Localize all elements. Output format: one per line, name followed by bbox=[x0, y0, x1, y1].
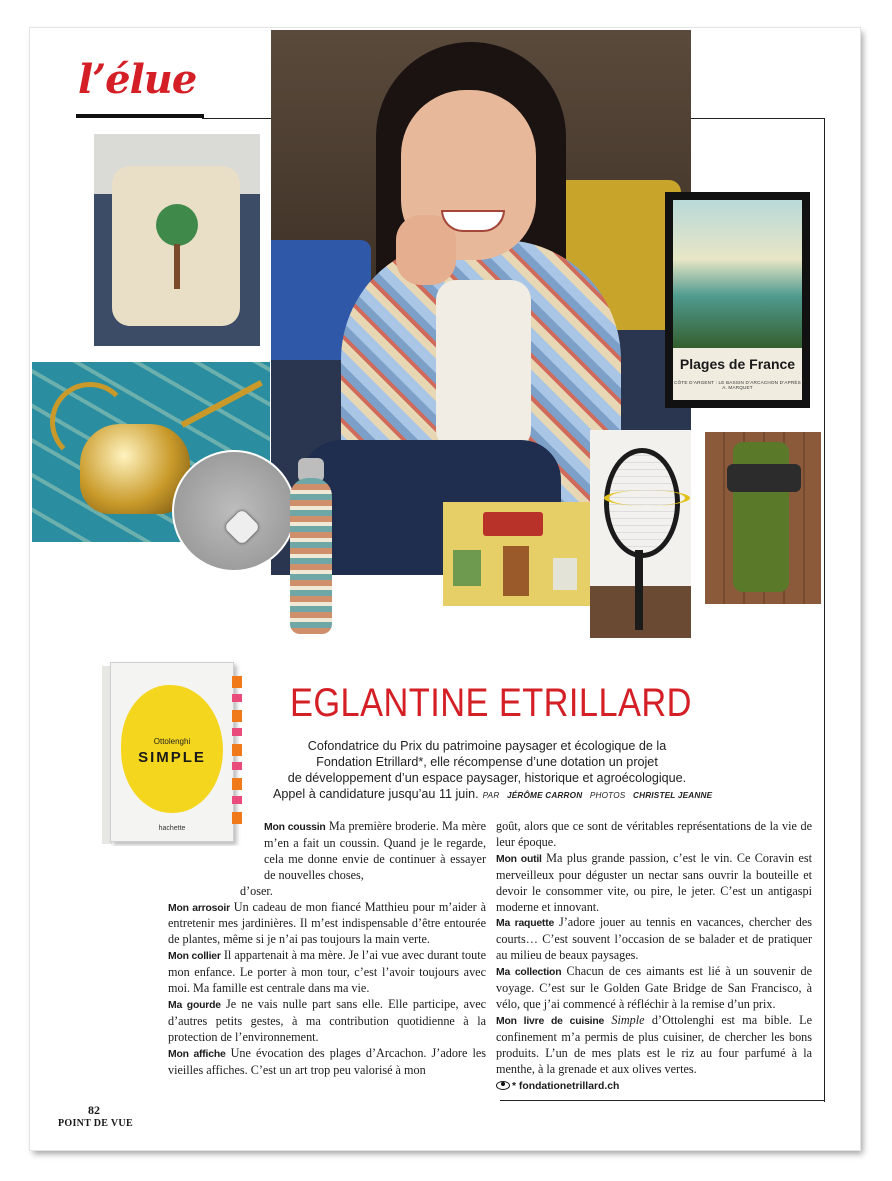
item-lead: Ma gourde bbox=[168, 999, 221, 1011]
item-paragraph bbox=[168, 1046, 486, 1079]
poster-photo bbox=[665, 192, 810, 408]
item-lead: Ma collection bbox=[496, 967, 562, 979]
intro-line: de développement d’un espace paysager, historique et agroécologique. bbox=[287, 771, 687, 785]
item-text: Une évocation des plages d’Arcachon. J’adore les vieilles affiches. C’est un art trop peu valorisé à mon bbox=[168, 1045, 486, 1077]
item-lead: Mon outil bbox=[496, 853, 542, 865]
item-lead: Mon affiche bbox=[168, 1048, 226, 1060]
frame-rule-bottom bbox=[500, 1100, 824, 1101]
cookbook-photo bbox=[100, 656, 250, 846]
section-tag-underline bbox=[76, 114, 204, 118]
intro-line: Fondation Etrillard*, elle récompense d’une dotation un projet bbox=[316, 755, 658, 769]
item-lead: Ma raquette bbox=[496, 918, 555, 930]
item-paragraph bbox=[496, 851, 812, 916]
item-text: Je ne vais nulle part sans elle. Elle participe, avec d’autres petits gestes, à ma contribution quotidienne à la protection de l’environnement. bbox=[168, 996, 487, 1044]
tennis-racket-photo bbox=[590, 430, 691, 638]
coravin-photo bbox=[705, 432, 821, 604]
item-text: J’adore jouer au tennis en vacances, chercher des courts… C’est souvent l’occasion de se balader et de pratiquer au milieu de beaux paysages. bbox=[496, 915, 812, 963]
item-paragraph bbox=[168, 900, 486, 949]
water-bottle-photo bbox=[288, 458, 334, 636]
item-lead: Mon collier bbox=[168, 951, 221, 963]
poster-subtitle: CÔTE D’ARGENT : LE BASSIN D’ARCACHON D’APRÈS A. MARQUET bbox=[674, 380, 801, 390]
item-lead: Mon arrosoir bbox=[168, 902, 230, 914]
item-text: Il appartenait à ma mère. Je l’ai vue avec durant toute mon enfance. Le porter à mon tour, c’est l’avoir toujours avec moi. Ma famille est centrale dans ma vie. bbox=[168, 948, 486, 996]
website-link[interactable]: * fondationetrillard.ch bbox=[512, 1080, 620, 1092]
item-paragraph bbox=[168, 948, 486, 997]
item-text: d’Ottolenghi est ma bible. Le confinement m’a permis de plus cuisiner, de chercher les bons produits. L’un de mes plats est le riz au four parfumé à la menthe, à la grenade et aux olives vertes. bbox=[496, 1012, 812, 1076]
book-title: SIMPLE bbox=[138, 749, 206, 766]
intro-line: Cofondatrice du Prix du patrimoine paysager et écologique de la bbox=[307, 739, 667, 753]
frame-rule-right bbox=[824, 118, 825, 1102]
item-paragraph bbox=[496, 915, 812, 964]
item-text: Un cadeau de mon fiancé Matthieu pour m’aider à entretenir mes jardinières. Il m’est indispensable d’être entourée de plantes, même si je n’ai pas toujours la main verte. bbox=[168, 899, 486, 947]
item-text: Ma plus grande passion, c’est le vin. Ce Coravin est merveilleux pour déguster un nectar sans ouvrir la bouteille et devoir le consommer vite, ou pire, le jeter. C’est un antigaspi moderne et innovant. bbox=[496, 850, 812, 914]
magazine-name: POINT DE VUE bbox=[58, 1118, 133, 1129]
item-paragraph bbox=[496, 1013, 812, 1078]
magnets-photo bbox=[443, 502, 590, 606]
intro-last-line: Appel à candidature jusqu’au 11 juin. bbox=[273, 787, 479, 801]
page-number: 82 bbox=[88, 1103, 100, 1117]
section-tag: l’élue bbox=[78, 56, 197, 103]
item-paragraph-continued: goût, alors que ce sont de véritables représentations de la vie de leur époque. bbox=[496, 819, 812, 849]
item-text: Chacun de ces aimants est lié à un souvenir de voyage. C’est sur le Golden Gate Bridge de San Francisco, à vélo, que j’ai commencé à réfléchir à la remise d’un prix. bbox=[496, 964, 812, 1011]
item-paragraph bbox=[168, 819, 486, 884]
credit-photographer: CHRISTEL JEANNE bbox=[632, 791, 713, 800]
item-paragraph bbox=[496, 964, 812, 1013]
credit-author: JÉRÔME CARRON bbox=[506, 791, 583, 800]
article-column-left bbox=[168, 819, 486, 1079]
article-headline: EGLANTINE ETRILLARD bbox=[290, 681, 692, 725]
article-column-right bbox=[496, 819, 812, 1094]
item-paragraph bbox=[168, 997, 486, 1046]
credit-photos: PHOTOS bbox=[589, 791, 626, 800]
article-intro bbox=[262, 738, 712, 786]
item-lead: Mon livre de cuisine bbox=[496, 1015, 605, 1027]
book-publisher: hachette bbox=[158, 825, 186, 832]
eye-icon bbox=[496, 1081, 510, 1090]
book-author: Ottolenghi bbox=[153, 737, 191, 746]
necklace-photo bbox=[172, 450, 296, 572]
item-paragraph-tail: d’oser. bbox=[240, 883, 273, 898]
cushion-photo bbox=[94, 134, 260, 346]
item-text: Ma première broderie. Ma mère m’en a fait un coussin. Quand je le regarde, cela me donne envie de continuer à essayer de nouvelles choses, bbox=[264, 819, 486, 882]
credit-by: PAR bbox=[482, 791, 500, 800]
item-lead: Mon coussin bbox=[264, 822, 326, 833]
poster-title: Plages de France bbox=[679, 356, 796, 372]
book-title-italic: Simple bbox=[611, 1012, 645, 1027]
credits-line bbox=[273, 787, 733, 801]
website-link-row[interactable] bbox=[496, 1079, 812, 1095]
